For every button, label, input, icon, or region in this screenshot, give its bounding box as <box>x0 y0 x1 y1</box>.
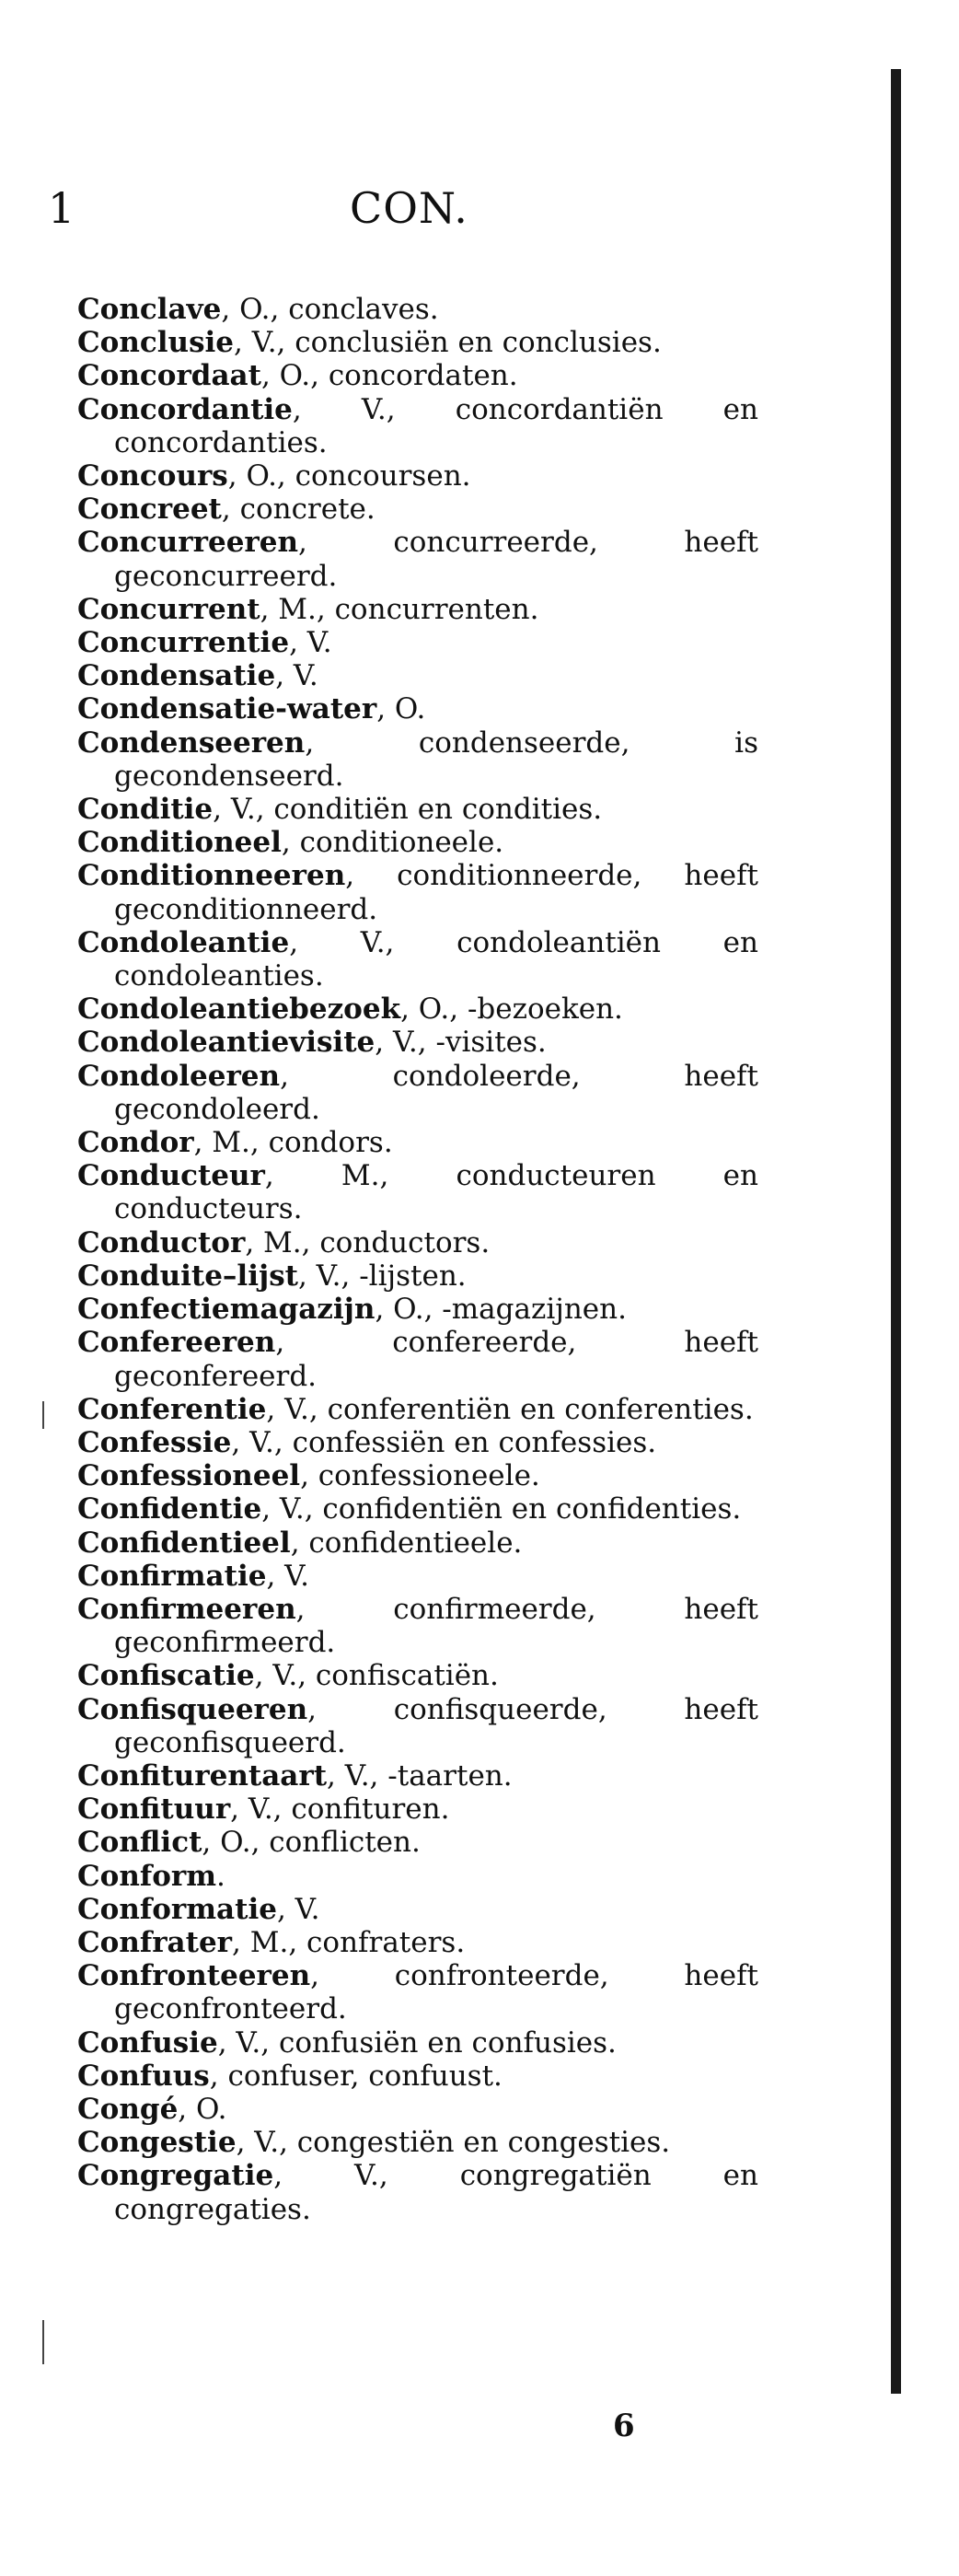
dictionary-entry <box>77 2060 758 2093</box>
entry-headword: Congé <box>77 2092 179 2126</box>
entry-definition: , O. <box>178 2092 227 2126</box>
entry-definition: , V., condoleantiën en condoleanties. <box>114 925 758 993</box>
dictionary-entry <box>77 326 758 359</box>
entry-definition: , O., -bezoeken. <box>400 992 623 1027</box>
entry-headword: Confisqueeren <box>77 1692 308 1726</box>
entry-definition: , V., congregatiën en congregaties. <box>114 2159 758 2226</box>
margin-mark <box>42 2320 44 2364</box>
entry-definition: , condenseerde, is gecondenseerd. <box>114 725 758 793</box>
entry-definition: , condoleerde, heeft gecondoleerd. <box>114 1059 758 1126</box>
entry-headword: Condoleantievisite <box>77 1026 376 1060</box>
dictionary-entry <box>77 1693 758 1759</box>
entry-definition: , V., conclusiën en conclusies. <box>234 326 662 360</box>
entry-headword: Conform <box>77 1859 217 1893</box>
dictionary-entry <box>77 1526 758 1560</box>
dictionary-entry <box>77 1226 758 1259</box>
entry-definition: , O., concoursen. <box>227 459 471 493</box>
entry-headword: Concurreeren <box>77 526 299 560</box>
entry-headword: Concordantie <box>77 392 293 426</box>
dictionary-entry <box>77 692 758 725</box>
entry-definition: , V., congestiën en congesties. <box>236 2126 671 2160</box>
dictionary-entry <box>77 926 758 992</box>
entry-definition: , O., conflicten. <box>202 1826 421 1860</box>
dictionary-entry <box>77 1860 758 1893</box>
entry-headword: Concreet <box>77 493 222 527</box>
entry-headword: Condensatie <box>77 659 276 693</box>
entry-headword: Conditioneel <box>77 826 282 860</box>
dictionary-entry <box>77 293 758 326</box>
entry-headword: Conflict <box>77 1826 202 1860</box>
dictionary-entry <box>77 826 758 859</box>
entry-definition: , concrete. <box>221 493 376 527</box>
entry-headword: Confronteeren <box>77 1959 311 1993</box>
entry-headword: Confessioneel <box>77 1459 301 1493</box>
entry-headword: Conclave <box>77 293 222 326</box>
entry-definition: , V., confiscatiën. <box>254 1659 499 1693</box>
entry-headword: Conduite–lijst <box>77 1259 298 1293</box>
dictionary-entry <box>77 1959 758 2025</box>
dictionary-entry <box>77 859 758 925</box>
entry-headword: Conducteur <box>77 1159 265 1193</box>
entry-definition: , O. <box>376 692 426 726</box>
entry-headword: Confirmatie <box>77 1559 267 1593</box>
entry-headword: Condoleeren <box>77 1059 281 1093</box>
entry-definition: , confereerde, heeft geconfereerd. <box>114 1326 758 1393</box>
dictionary-entry <box>77 2093 758 2126</box>
dictionary-entry <box>77 1893 758 1926</box>
entry-definition: , M., condors. <box>193 1126 393 1160</box>
entry-definition: , M., conductors. <box>245 1225 491 1259</box>
dictionary-entry <box>77 1393 758 1426</box>
entry-definition: . <box>216 1859 225 1893</box>
dictionary-entry <box>77 1026 758 1059</box>
entry-headword: Concurrentie <box>77 626 290 660</box>
entry-headword: Condoleantiebezoek <box>77 992 401 1027</box>
entry-definition: , confirmeerde, heeft geconfirmeerd. <box>114 1592 758 1660</box>
dictionary-entry <box>77 2159 758 2225</box>
dictionary-entry <box>77 1826 758 1859</box>
entry-headword: Congregatie <box>77 2159 274 2193</box>
dictionary-entry <box>77 1326 758 1392</box>
dictionary-entry <box>77 1593 758 1659</box>
entry-definition: , V. <box>276 1892 320 1926</box>
dictionary-entry <box>77 1426 758 1459</box>
entry-headword: Confiscatie <box>77 1659 255 1693</box>
page-edge-rule <box>891 69 901 2394</box>
entry-definition: , conditionneerde, heeft geconditionneerd. <box>114 859 758 926</box>
dictionary-entries <box>77 293 758 2226</box>
entry-definition: , V., -taarten. <box>327 1758 513 1793</box>
page-title: CON. <box>350 183 468 233</box>
entry-definition: , V. <box>266 1559 309 1593</box>
entry-headword: Condor <box>77 1126 194 1160</box>
entry-definition: , confessioneele. <box>300 1459 540 1493</box>
entry-headword: Concordaat <box>77 359 261 393</box>
entry-headword: Condoleantie <box>77 925 290 959</box>
entry-headword: Confusie <box>77 2025 218 2060</box>
entry-headword: Condenseeren <box>77 725 306 760</box>
dictionary-entry <box>77 1060 758 1126</box>
dictionary-entry <box>77 1492 758 1526</box>
dictionary-entry <box>77 1659 758 1692</box>
dictionary-entry <box>77 359 758 392</box>
entry-definition: , concurreerde, heeft geconcurreerd. <box>114 526 758 593</box>
entry-headword: Confiturentaart <box>77 1758 328 1793</box>
dictionary-entry <box>77 1759 758 1793</box>
entry-definition: , confuser, confuust. <box>209 2059 503 2093</box>
dictionary-entry <box>77 992 758 1026</box>
entry-headword: Confirmeeren <box>77 1592 296 1626</box>
entry-headword: Confuus <box>77 2059 210 2093</box>
entry-definition: , V., conditiën en condities. <box>213 793 603 827</box>
entry-definition: , O., concordaten. <box>260 359 518 393</box>
dictionary-entry <box>77 1793 758 1826</box>
dictionary-entry <box>77 793 758 826</box>
entry-headword: Congestie <box>77 2126 237 2160</box>
entry-headword: Conferentie <box>77 1392 267 1426</box>
entry-definition: , V., confessiën en confessies. <box>231 1425 657 1459</box>
dictionary-entry <box>77 1293 758 1326</box>
signature-mark: 6 <box>613 2408 635 2444</box>
entry-definition: , V., confidentiën en confidenties. <box>261 1492 742 1526</box>
entry-headword: Confectiemagazijn <box>77 1293 376 1327</box>
dictionary-entry <box>77 1560 758 1593</box>
entry-definition: , confronteerde, heeft geconfronteerd. <box>114 1959 758 2026</box>
entry-headword: Conductor <box>77 1225 246 1259</box>
page-number: 1 <box>48 183 75 233</box>
dictionary-entry <box>77 659 758 692</box>
entry-headword: Concours <box>77 459 228 493</box>
dictionary-entry <box>77 626 758 659</box>
dictionary-entry <box>77 1126 758 1159</box>
dictionary-entry <box>77 1459 758 1492</box>
margin-mark <box>42 1401 44 1429</box>
entry-headword: Conditionneeren <box>77 859 346 893</box>
entry-definition: , V., confituren. <box>230 1793 450 1827</box>
entry-definition: , V., concordantiën en concordanties. <box>114 392 758 459</box>
entry-definition: , V. <box>289 626 332 660</box>
dictionary-entry <box>77 459 758 493</box>
entry-definition: , V. <box>275 659 318 693</box>
entry-headword: Confidentieel <box>77 1526 291 1560</box>
entry-definition: , confidentieele. <box>290 1526 523 1560</box>
dictionary-entry <box>77 1926 758 1959</box>
entry-definition: , V., -lijsten. <box>297 1259 467 1293</box>
dictionary-entry <box>77 726 758 793</box>
entry-definition: , O., -magazijnen. <box>375 1293 627 1327</box>
dictionary-entry <box>77 1259 758 1293</box>
dictionary-entry <box>77 493 758 526</box>
entry-headword: Confrater <box>77 1925 233 1959</box>
dictionary-entry <box>77 2026 758 2060</box>
entry-headword: Conclusie <box>77 326 235 360</box>
entry-headword: Confessie <box>77 1425 232 1459</box>
entry-headword: Conditie <box>77 793 214 827</box>
entry-headword: Conformatie <box>77 1892 277 1926</box>
entry-headword: Confidentie <box>77 1492 262 1526</box>
entry-definition: , conditioneele. <box>281 826 504 860</box>
dictionary-entry <box>77 1159 758 1225</box>
entry-definition: , O., conclaves. <box>221 293 439 326</box>
entry-definition: , V., conferentiën en conferenties. <box>266 1392 754 1426</box>
entry-definition: , M., confraters. <box>232 1925 466 1959</box>
entry-definition: , M., conducteuren en conducteurs. <box>114 1159 758 1226</box>
dictionary-entry <box>77 2126 758 2159</box>
entry-headword: Condensatie-water <box>77 692 377 726</box>
entry-headword: Confituur <box>77 1793 231 1827</box>
entry-definition: , M., concurrenten. <box>260 592 539 626</box>
entry-headword: Concurrent <box>77 592 260 626</box>
entry-definition: , confisqueerde, heeft geconfisqueerd. <box>114 1692 758 1759</box>
entry-definition: , V., -visites. <box>375 1026 547 1060</box>
entry-definition: , V., confusiën en confusies. <box>217 2025 617 2060</box>
dictionary-entry <box>77 526 758 592</box>
dictionary-entry <box>77 393 758 459</box>
entry-headword: Confereeren <box>77 1326 276 1360</box>
dictionary-entry <box>77 593 758 626</box>
